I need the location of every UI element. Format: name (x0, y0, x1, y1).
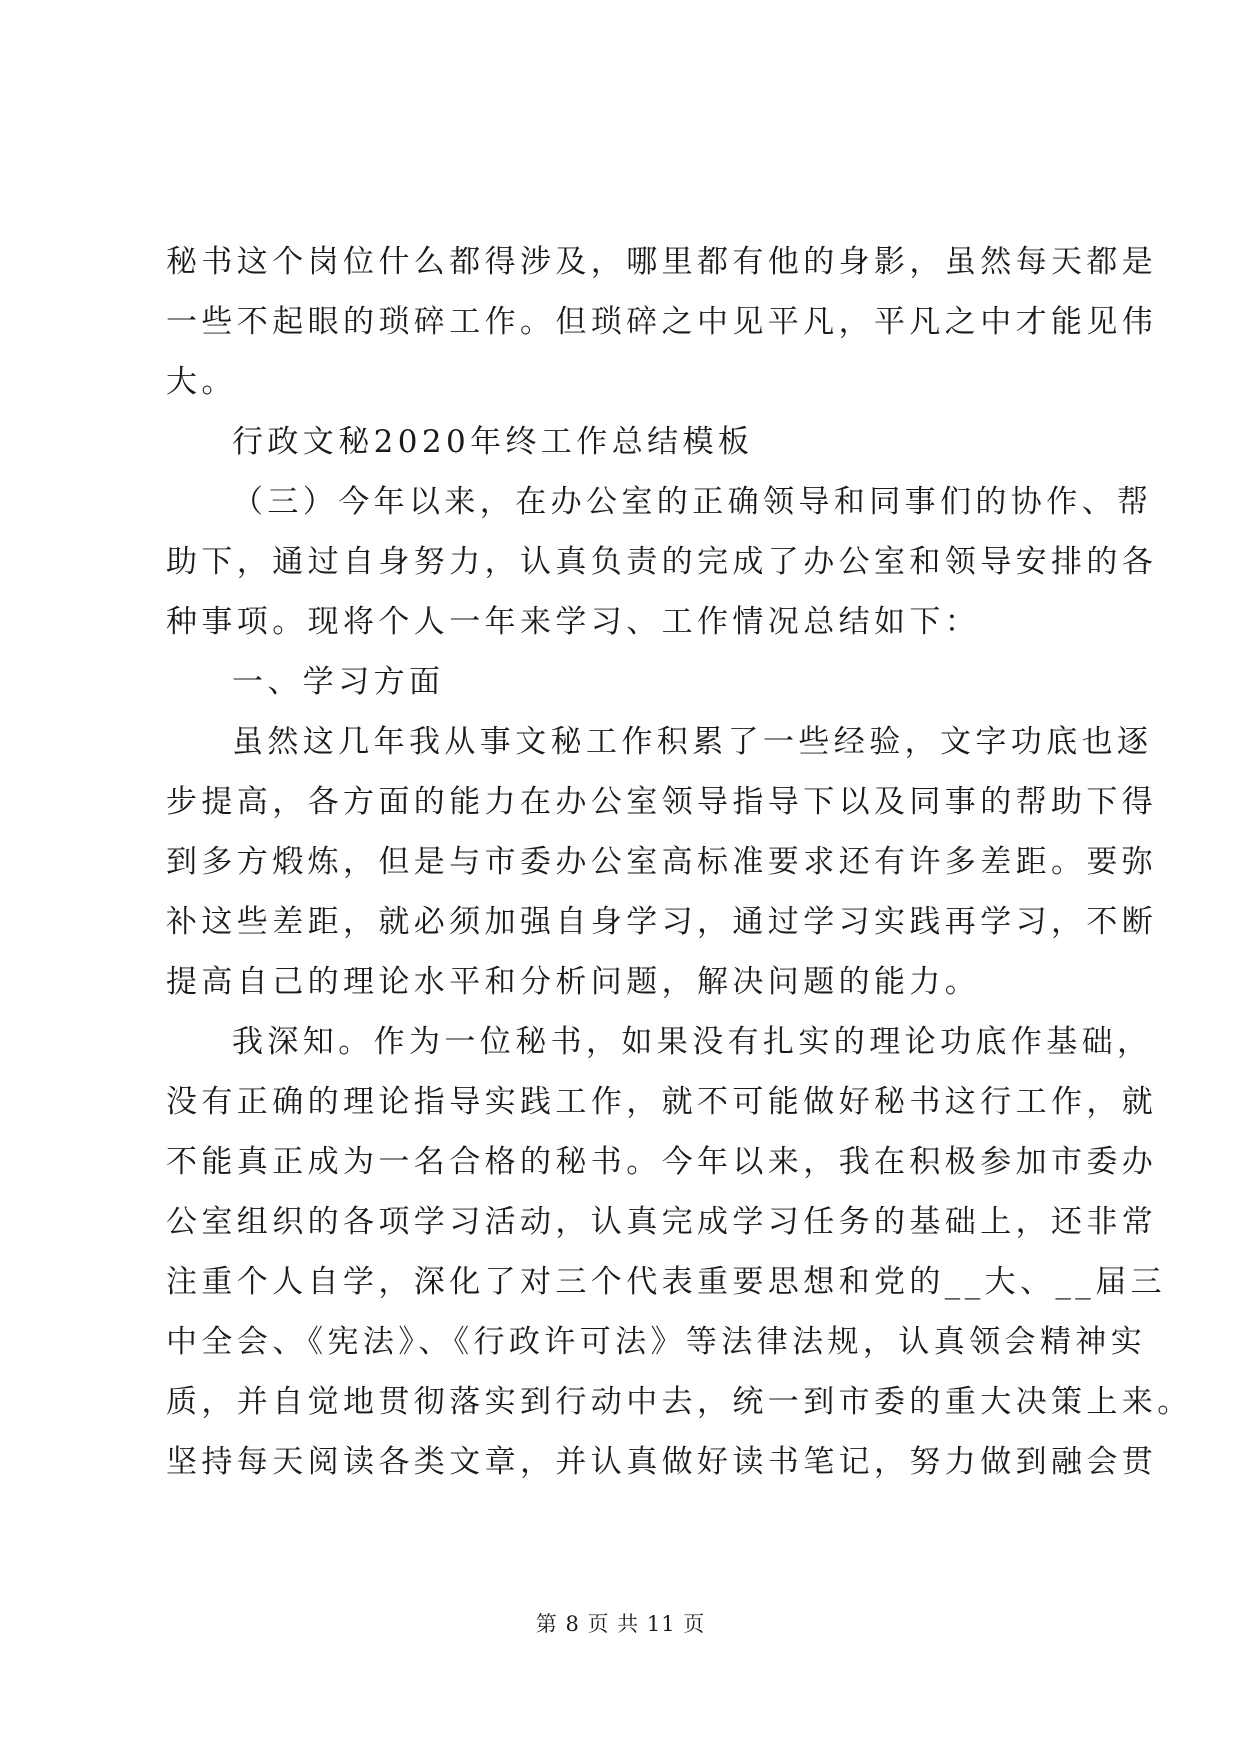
text-line: 中全会、《宪法》、《行政许可法》等法律法规，认真领会精神实 (166, 1324, 1147, 1360)
text-line: 坚持每天阅读各类文章，并认真做好读书笔记，努力做到融会贯 (166, 1444, 1158, 1480)
text-line: 质，并自觉地贯彻落实到行动中去，统一到市委的重大决策上来。 (166, 1384, 1193, 1420)
text-line: 助下，通过自身努力，认真负责的完成了办公室和领导安排的各 (166, 544, 1158, 580)
text-line: 提高自己的理论水平和分析问题，解决问题的能力。 (166, 964, 981, 1000)
text-line: 没有正确的理论指导实践工作，就不可能做好秘书这行工作，就 (166, 1084, 1158, 1120)
section-heading (166, 652, 1076, 712)
paragraph-section-three (166, 472, 1158, 652)
paragraph-study-theory (166, 1012, 1193, 1492)
text-line: 补这些差距，就必须加强自身学习，通过学习实践再学习，不断 (166, 904, 1158, 940)
paragraph-study-experience (166, 712, 1158, 1012)
text-line: 一些不起眼的琐碎工作。但琐碎之中见平凡，平凡之中才能见伟 (166, 304, 1158, 340)
text-line: 大。 (166, 364, 237, 400)
text-line: 不能真正成为一名合格的秘书。今年以来，我在积极参加市委办 (166, 1144, 1158, 1180)
text-line: 公室组织的各项学习活动，认真完成学习任务的基础上，还非常 (166, 1204, 1158, 1240)
text-line: 步提高，各方面的能力在办公室领导指导下以及同事的帮助下得 (166, 784, 1158, 820)
text-line: 到多方煅炼，但是与市委办公室高标准要求还有许多差距。要弥 (166, 844, 1158, 880)
text-line: 种事项。现将个人一年来学习、工作情况总结如下： (166, 604, 981, 640)
text-line: 我深知。作为一位秘书，如果没有扎实的理论功底作基础， (232, 1024, 1153, 1060)
page-number-footer: 第 8 页 共 11 页 (535, 1612, 706, 1636)
heading-line: 一、学习方面 (232, 664, 445, 700)
document-title (166, 412, 1076, 472)
document-body (166, 232, 1193, 1492)
paragraph-intro (166, 232, 1158, 412)
text-line: （三）今年以来，在办公室的正确领导和同事们的协作、帮 (232, 484, 1153, 520)
text-line: 注重个人自学，深化了对三个代表重要思想和党的__大、__届三 (166, 1264, 1166, 1300)
text-line: 秘书这个岗位什么都得涉及，哪里都有他的身影，虽然每天都是 (166, 244, 1158, 280)
title-line: 行政文秘2020年终工作总结模板 (232, 424, 754, 460)
text-line: 虽然这几年我从事文秘工作积累了一些经验，文字功底也逐 (232, 724, 1153, 760)
